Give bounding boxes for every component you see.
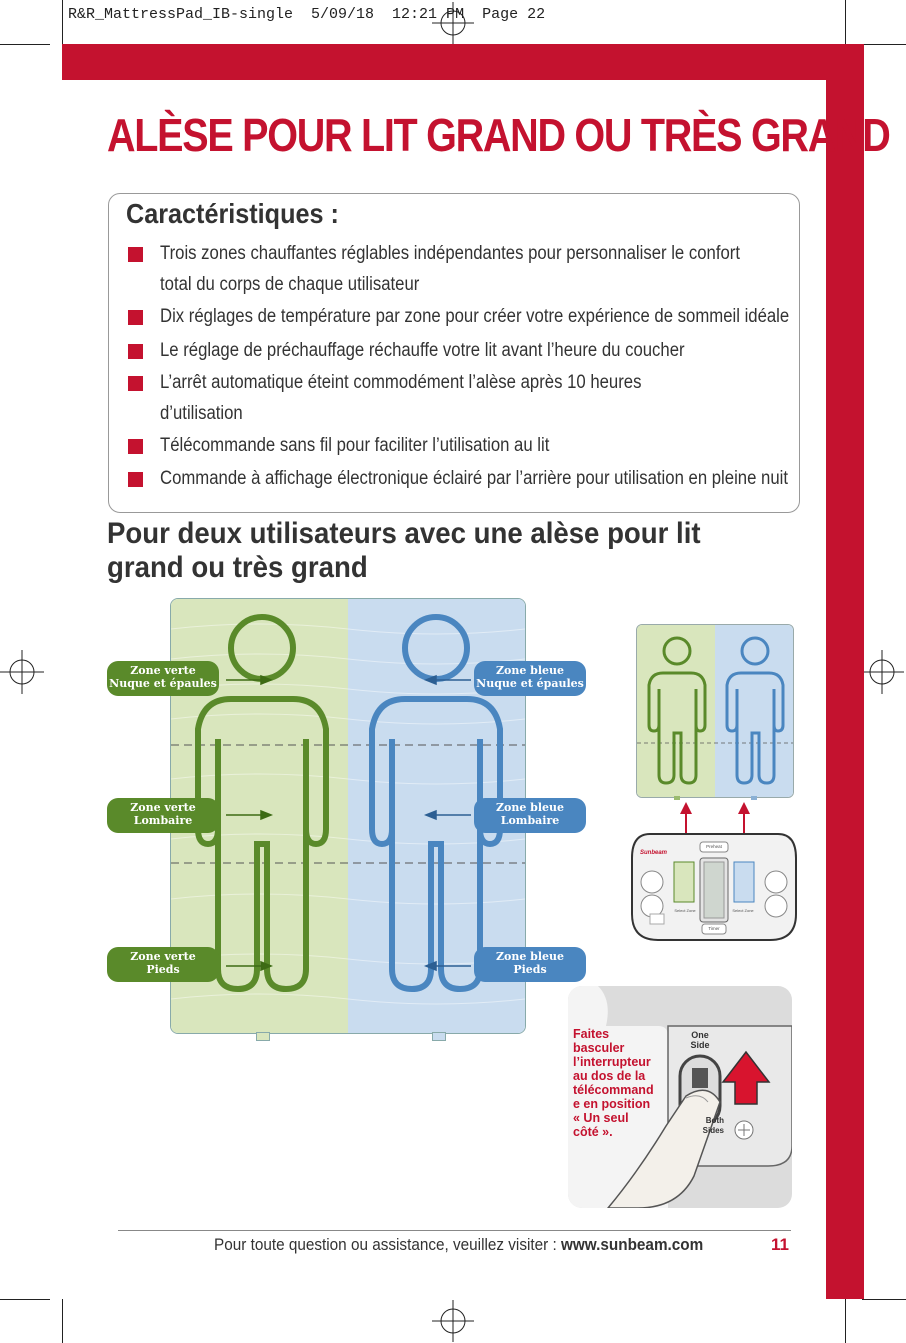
zone-label-area: Lombaire xyxy=(500,814,560,827)
instruction-line: e en position xyxy=(573,1097,651,1111)
red-side-band xyxy=(826,44,864,1299)
zone-label-area: Nuque et épaules xyxy=(476,677,584,690)
red-top-band xyxy=(62,44,864,80)
bullet-icon xyxy=(128,247,143,262)
features-heading: Caractéristiques : xyxy=(126,198,339,229)
feature-item: Commande à affichage électronique éclairé par l’arrière pour utilisation en pleine nuit xyxy=(160,468,788,489)
instruction-line: télécommand xyxy=(573,1083,654,1097)
footer-rule xyxy=(118,1230,791,1231)
mini-figures xyxy=(637,625,793,797)
print-slug: R&R_MattressPad_IB-single 5/09/18 12:21 PM Page 22 xyxy=(68,6,546,23)
instruction-line: « Un seul xyxy=(573,1111,629,1125)
both-sides-label: Both Sides xyxy=(702,1116,724,1135)
zone-label-area: Lombaire xyxy=(133,814,193,827)
select-zone-right-label: Select Zone xyxy=(732,908,754,913)
bullet-icon xyxy=(128,344,143,359)
bullet-icon xyxy=(128,439,143,454)
feature-item-continued: total du corps de chaque utilisateur xyxy=(160,274,420,295)
registration-mark xyxy=(860,650,904,694)
mini-bed-diagram xyxy=(636,624,794,798)
crop-mark xyxy=(845,0,846,44)
instruction-line: l’interrupteur xyxy=(573,1055,651,1069)
instruction-line: au dos de la xyxy=(573,1069,646,1083)
remote-control xyxy=(630,828,798,944)
preheat-button[interactable]: Preheat xyxy=(706,844,722,849)
feature-item: Dix réglages de température par zone pour créer votre expérience de sommeil idéale xyxy=(160,306,790,327)
crop-mark xyxy=(62,0,63,44)
feature-item: Télécommande sans fil pour faciliter l’utilisation au lit xyxy=(160,435,550,456)
bed-figures xyxy=(171,599,525,1033)
instruction-line: basculer xyxy=(573,1041,625,1055)
switch-instruction xyxy=(573,1027,659,1139)
zone-label-blue-lumbar xyxy=(474,798,586,833)
crop-mark xyxy=(862,1299,906,1300)
zone-label-title: Zone verte xyxy=(130,950,196,963)
zone-label-green-neck xyxy=(107,661,219,696)
bullet-icon xyxy=(128,472,143,487)
zone-label-area: Pieds xyxy=(513,963,547,976)
page-title: ALÈSE POUR LIT GRAND OU TRÈS GRAND xyxy=(107,109,890,161)
zone-label-green-feet xyxy=(107,947,219,982)
bed-connector-tab xyxy=(256,1032,270,1041)
zone-label-blue-neck xyxy=(474,661,586,696)
page-number: 11 xyxy=(771,1235,789,1254)
zone-label-area: Nuque et épaules xyxy=(109,677,217,690)
crop-mark xyxy=(0,1299,50,1300)
one-side-label: One Side xyxy=(690,1030,710,1050)
zone-label-green-lumbar xyxy=(107,798,219,833)
remote-brand-logo: Sunbeam xyxy=(640,850,668,856)
zone-label-title: Zone bleue xyxy=(495,950,565,963)
bed-connector-tab xyxy=(432,1032,446,1041)
instruction-line: côté ». xyxy=(573,1125,613,1139)
zone-label-title: Zone verte xyxy=(130,664,196,677)
registration-mark xyxy=(432,1300,474,1342)
crop-mark xyxy=(845,1299,846,1343)
feature-item-continued: d’utilisation xyxy=(160,403,243,424)
footer-url-link[interactable]: www.sunbeam.com xyxy=(560,1235,704,1254)
crop-mark xyxy=(0,44,50,45)
instruction-line: Faites xyxy=(573,1027,610,1041)
zone-label-area: Pieds xyxy=(146,963,180,976)
zone-label-title: Zone verte xyxy=(130,801,196,814)
bullet-icon xyxy=(128,376,143,391)
zone-label-blue-feet xyxy=(474,947,586,982)
footer-text: Pour toute question ou assistance, veuillez visiter : xyxy=(214,1235,561,1254)
footer-help-text xyxy=(214,1235,703,1255)
feature-item: Le réglage de préchauffage réchauffe votre lit avant l’heure du coucher xyxy=(160,340,685,361)
bullet-icon xyxy=(128,310,143,325)
zone-label-title: Zone bleue xyxy=(495,801,565,814)
zone-label-title: Zone bleue xyxy=(495,664,565,677)
registration-mark xyxy=(0,650,44,694)
timer-button[interactable]: Timer xyxy=(708,926,720,931)
section-heading: Pour deux utilisateurs avec une alèse pour lit grand ou très grand xyxy=(107,517,701,584)
feature-item: Trois zones chauffantes réglables indépendantes pour personnaliser le confort xyxy=(160,243,741,264)
feature-item: L’arrêt automatique éteint commodément l’alèse après 10 heures xyxy=(160,372,642,393)
crop-mark xyxy=(62,1299,63,1343)
crop-mark xyxy=(862,44,906,45)
mattress-pad-diagram xyxy=(170,598,526,1034)
select-zone-left-label: Select Zone xyxy=(674,908,696,913)
